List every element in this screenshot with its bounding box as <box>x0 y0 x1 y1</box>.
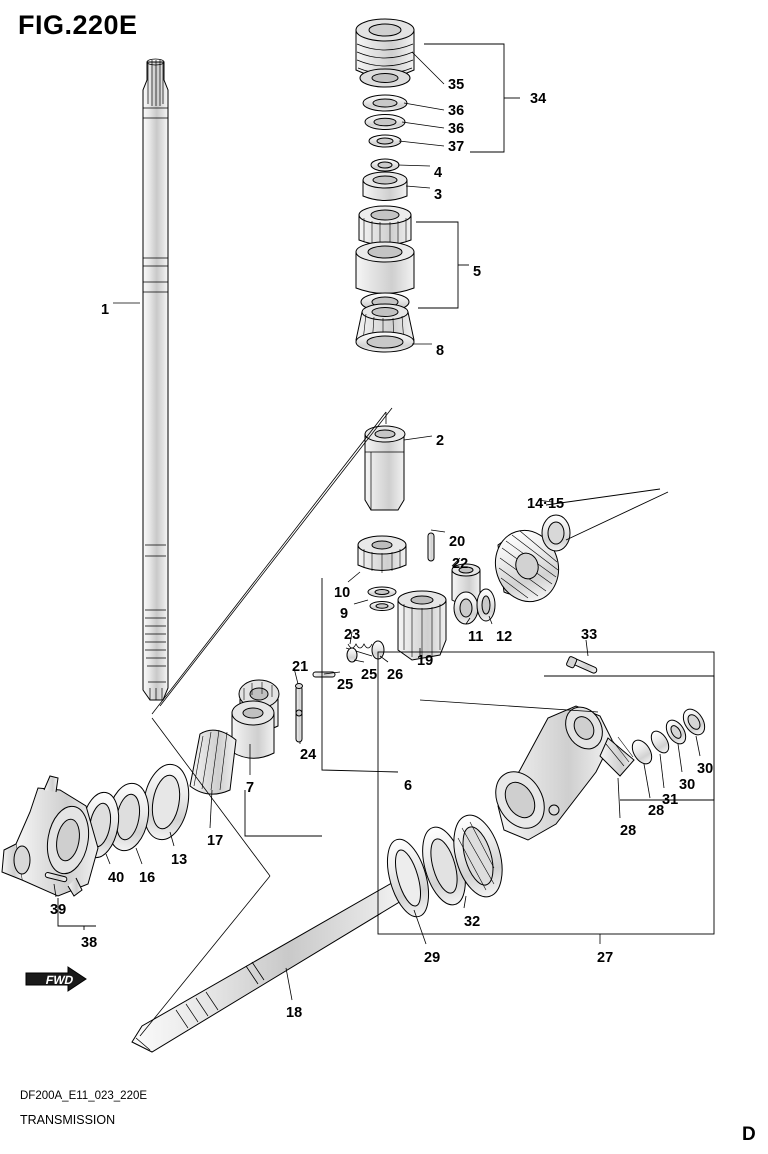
part-8-tapered-bearing <box>356 304 414 352</box>
part-28-bearings <box>600 737 656 776</box>
figure-code: DF200A_E11_023_220E <box>20 1090 148 1102</box>
callout-7: 7 <box>246 780 255 796</box>
figure-title: FIG.220E <box>18 10 138 40</box>
part-24-shift-cam <box>296 684 303 743</box>
callout-14-15: 14·15 <box>527 496 565 512</box>
callout-35: 35 <box>448 77 465 93</box>
callout-11: 11 <box>468 629 484 645</box>
callout-20: 20 <box>449 534 466 550</box>
callout-25-a: 25 <box>337 677 354 693</box>
part-10-pinion-gear <box>358 536 406 573</box>
callout-32: 32 <box>464 914 481 930</box>
callout-29: 29 <box>424 950 441 966</box>
callout-24: 24 <box>300 747 317 763</box>
part-2-pinion-sleeve <box>365 426 405 510</box>
callout-17: 17 <box>207 833 224 849</box>
callout-30-b: 30 <box>697 761 714 777</box>
part-20-pin <box>428 533 434 561</box>
part-33-bolt <box>566 656 598 674</box>
callout-1: 1 <box>101 302 110 318</box>
callout-39: 39 <box>50 902 67 918</box>
part-4-washer <box>371 159 399 171</box>
callout-38: 38 <box>81 935 98 951</box>
callout-21: 21 <box>292 659 309 675</box>
callout-4: 4 <box>434 165 443 181</box>
figure-subtitle: TRANSMISSION <box>20 1113 116 1127</box>
callout-23: 23 <box>344 627 361 643</box>
callout-13: 13 <box>171 852 188 868</box>
fwd-direction-badge <box>24 965 88 997</box>
callout-18: 18 <box>286 1005 303 1021</box>
callout-36-b: 36 <box>448 121 465 137</box>
callout-33: 33 <box>581 627 598 643</box>
part-9-washer <box>368 587 396 611</box>
callout-30-a: 30 <box>679 777 696 793</box>
callout-19: 19 <box>417 653 434 669</box>
callout-5: 5 <box>473 264 482 280</box>
callout-28-a: 28 <box>620 823 637 839</box>
part-17-tapered-bearing <box>190 730 236 794</box>
part-37-nut <box>369 135 401 147</box>
callout-25-b: 25 <box>361 667 378 683</box>
callout-28-b: 28 <box>648 803 665 819</box>
part-3-bearing <box>363 172 407 201</box>
callout-10: 10 <box>334 585 351 601</box>
callout-34: 34 <box>530 91 547 107</box>
part-18-propeller-shaft <box>132 876 416 1052</box>
callout-27: 27 <box>597 950 614 966</box>
callout-40: 40 <box>108 870 125 886</box>
part-1-drive-shaft <box>143 59 168 700</box>
part-27-bearing-housing <box>486 700 612 840</box>
part-14-15-shim-ring <box>542 515 570 551</box>
callout-31: 31 <box>662 792 679 808</box>
callout-12: 12 <box>496 629 513 645</box>
part-35-propeller-hub <box>356 19 414 87</box>
part-19-clutch-assembly <box>398 591 446 660</box>
callout-26: 26 <box>387 667 404 683</box>
part-7-clutch-sleeve <box>232 701 274 758</box>
callout-8: 8 <box>436 343 445 359</box>
callout-9: 9 <box>340 606 349 622</box>
part-36-washer-lower <box>365 115 405 130</box>
callout-2: 2 <box>436 433 445 449</box>
part-32-roller-bearing <box>415 810 511 910</box>
callout-16: 16 <box>139 870 156 886</box>
callout-36-a: 36 <box>448 103 465 119</box>
fwd-label: FWD <box>44 973 75 987</box>
callout-22: 22 <box>452 556 469 572</box>
callout-6: 6 <box>404 778 413 794</box>
callout-37: 37 <box>448 139 465 155</box>
part-36-washer-upper <box>363 95 407 111</box>
callout-3: 3 <box>434 187 443 203</box>
page-letter: D <box>742 1124 756 1145</box>
part-5-bearing-set <box>356 206 414 311</box>
